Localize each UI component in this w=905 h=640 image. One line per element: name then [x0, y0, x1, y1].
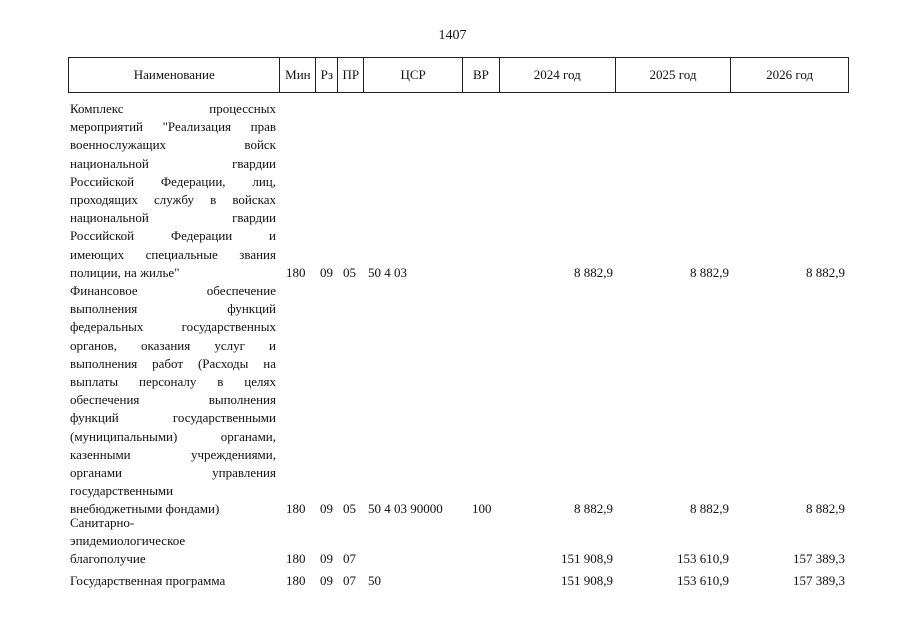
row-name-line: Финансовое обеспечение — [70, 283, 276, 298]
row-pr: 07 — [343, 573, 356, 588]
row-name-line: федеральных государственных — [70, 319, 276, 335]
header-pr: ПР — [338, 58, 364, 92]
row-name — [70, 100, 276, 282]
row-name-line: Российской Федерации, лиц, — [70, 173, 276, 189]
row-rz: 09 — [320, 573, 333, 588]
row-2024: 8 882,9 — [574, 501, 613, 517]
row-2026: 157 389,3 — [793, 573, 845, 588]
header-2026: 2026 год — [766, 67, 814, 82]
row-name-line: выполнения работ (Расходы на — [70, 355, 276, 371]
row-name-line: Санитарно- — [70, 515, 135, 530]
row-name-line: Российской Федерации и — [70, 228, 276, 244]
row-name-line: мероприятий "Реализация прав — [70, 119, 276, 135]
row-name — [70, 514, 276, 569]
row-rz: 09 — [320, 551, 333, 567]
row-name-line: обеспечения выполнения — [70, 392, 276, 408]
row-min: 180 — [286, 573, 306, 588]
row-csr: 50 4 03 — [368, 264, 407, 280]
header-rz: Рз — [316, 58, 338, 92]
row-pr: 07 — [343, 551, 356, 567]
row-csr: 50 4 03 90000 — [368, 501, 443, 517]
row-2025: 153 610,9 — [677, 573, 729, 588]
row-name-line: Государственная программа — [70, 573, 226, 588]
row-name-line: выполнения функций — [70, 301, 276, 317]
row-name — [70, 282, 276, 519]
row-name-line: имеющих специальные звания — [70, 246, 276, 262]
row-min: 180 — [286, 501, 306, 517]
row-name-line: военнослужащих войск — [70, 137, 276, 153]
row-2024: 151 908,9 — [561, 551, 613, 567]
row-2024: 151 908,9 — [561, 573, 613, 588]
row-min: 180 — [286, 551, 306, 567]
row-pr: 05 — [343, 264, 356, 280]
row-2025: 153 610,9 — [677, 551, 729, 567]
row-name-line: проходящих службу в войсках — [70, 192, 276, 208]
row-rz: 09 — [320, 501, 333, 517]
row-name-line: Комплекс процессных — [70, 101, 276, 116]
row-2026: 8 882,9 — [806, 264, 845, 280]
row-csr: 50 — [368, 573, 381, 588]
row-2024: 8 882,9 — [574, 264, 613, 280]
row-name-line: органами управления — [70, 465, 276, 481]
row-2025: 8 882,9 — [690, 264, 729, 280]
row-name-line: (муниципальными) органами, — [70, 428, 276, 444]
header-csr: ЦСР — [364, 58, 463, 92]
header-2025: 2025 год — [616, 58, 732, 92]
row-2026: 157 389,3 — [793, 551, 845, 567]
row-min: 180 — [286, 264, 306, 280]
row-name-line: национальной гвардии — [70, 210, 276, 226]
row-name-line: функций государственными — [70, 410, 276, 426]
table-header — [68, 57, 849, 93]
row-2026: 8 882,9 — [806, 501, 845, 517]
header-name: Наименование — [69, 58, 280, 92]
header-2024: 2024 год — [500, 58, 616, 92]
page-number: 1407 — [438, 28, 467, 43]
row-vr: 100 — [472, 501, 492, 517]
row-name-line: эпидемиологическое — [70, 533, 186, 549]
row-name-line: государственными — [70, 483, 174, 499]
row-rz: 09 — [320, 264, 333, 280]
row-name-line: полиции, на жилье" — [70, 264, 180, 280]
row-name-line: благополучие — [70, 551, 146, 567]
header-vr: ВР — [463, 58, 500, 92]
row-name-line: внебюджетными фондами) — [70, 501, 220, 517]
header-min: Мин — [280, 58, 316, 92]
row-pr: 05 — [343, 501, 356, 517]
row-name-line: казенными учреждениями, — [70, 446, 276, 462]
row-name-line: выплаты персоналу в целях — [70, 374, 276, 390]
row-2025: 8 882,9 — [690, 501, 729, 517]
row-name-line: органов, оказания услуг и — [70, 337, 276, 353]
row-name-line: национальной гвардии — [70, 155, 276, 171]
row-name — [70, 572, 276, 590]
